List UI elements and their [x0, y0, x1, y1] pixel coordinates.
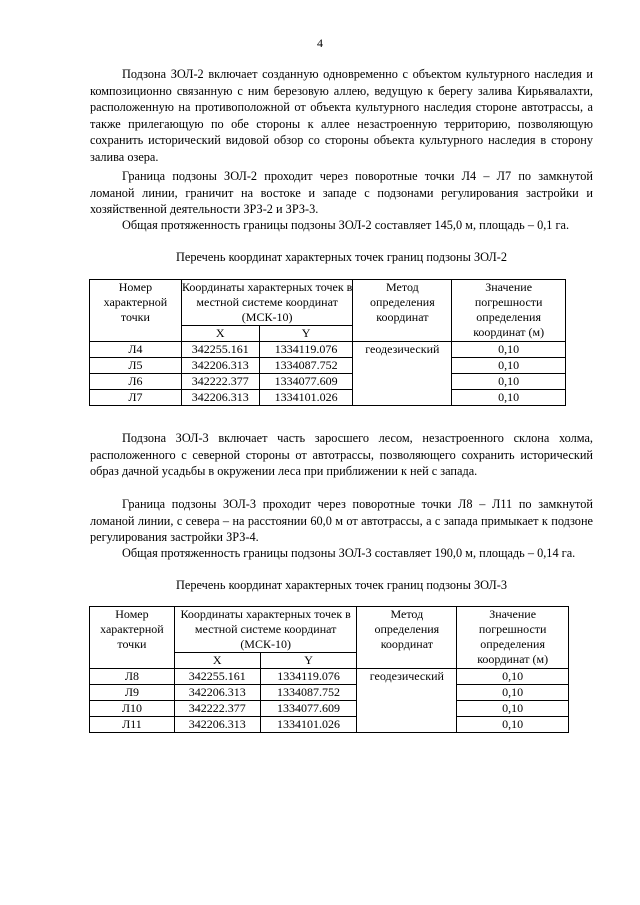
cell-x: 342206.313 [174, 717, 260, 733]
cell-method: геодезический [357, 669, 457, 733]
header-x: X [174, 653, 260, 669]
zone3-boundary: Граница подзоны ЗОЛ-3 проходит через поворотные точки Л8 – Л11 по замкнутой ломаной линии, с севера – на расстоянии 60,0 м от автотрассы, а с запада примыкает к подзоне регулирования застройки ЗРЗ-4. [90, 497, 593, 544]
cell-y: 1334101.026 [259, 390, 353, 406]
zone2-description: Подзона ЗОЛ-2 включает созданную одновременно с объектом культурного наследия и композиционно связанную с ним березовую аллею, ведущую к берегу залива Кирьявалахти, расположенную на противоположной от объекта культурного наследия стороне автотрассы, а также прилегающую по обе стороны к аллее незастроенную территорию, позволяющую сохранить исторический видовой обзор со стороны объекта культурного наследия в сторону залива озера. [90, 67, 593, 164]
cell-error: 0,10 [457, 685, 569, 701]
cell-point: Л10 [90, 701, 175, 717]
cell-point: Л6 [90, 374, 182, 390]
header-coordinates: Координаты характерных точек в местной системе координат (МСК-10) [181, 280, 353, 324]
cell-x: 342206.313 [181, 358, 259, 374]
zone3-length-area: Общая протяженность границы подзоны ЗОЛ-3 составляет 190,0 м, площадь – 0,14 га. [122, 546, 576, 560]
header-method: Метод определения координат [353, 280, 452, 342]
cell-x: 342206.313 [181, 390, 259, 406]
cell-x: 342222.377 [174, 701, 260, 717]
cell-point: Л4 [90, 342, 182, 358]
header-method: Метод определения координат [357, 607, 457, 669]
cell-error: 0,10 [452, 342, 566, 358]
cell-error: 0,10 [457, 701, 569, 717]
cell-method: геодезический [353, 342, 452, 406]
cell-x: 342255.161 [181, 342, 259, 358]
header-y: Y [260, 653, 357, 669]
header-error: Значение погрешности определения координат (м) [452, 280, 566, 342]
cell-error: 0,10 [452, 390, 566, 406]
cell-point: Л9 [90, 685, 175, 701]
zone2-coordinates-table [89, 279, 566, 406]
cell-point: Л7 [90, 390, 182, 406]
cell-x: 342255.161 [174, 669, 260, 685]
cell-point: Л8 [90, 669, 175, 685]
header-point-number: Номер характерной точки [90, 607, 175, 669]
cell-y: 1334077.609 [259, 374, 353, 390]
cell-y: 1334077.609 [260, 701, 357, 717]
cell-error: 0,10 [452, 374, 566, 390]
zone2-length-area: Общая протяженность границы подзоны ЗОЛ-2 составляет 145,0 м, площадь – 0,1 га. [122, 218, 570, 232]
cell-y: 1334101.026 [260, 717, 357, 733]
table-row [90, 342, 566, 358]
table-row [90, 374, 566, 390]
header-x: X [181, 326, 259, 342]
table-row [90, 685, 569, 701]
zone2-boundary: Граница подзоны ЗОЛ-2 проходит через поворотные точки Л4 – Л7 по замкнутой ломаной линии, граничит на востоке и западе с подзонами регулирования застройки и хозяйственной деятельности ЗРЗ-2 и ЗРЗ-3. [90, 169, 593, 216]
header-error: Значение погрешности определения координат (м) [457, 607, 569, 669]
table-header-row [90, 280, 566, 326]
cell-point: Л5 [90, 358, 182, 374]
header-y: Y [259, 326, 353, 342]
cell-point: Л11 [90, 717, 175, 733]
cell-y: 1334119.076 [260, 669, 357, 685]
cell-x: 342206.313 [174, 685, 260, 701]
zone2-table-caption: Перечень координат характерных точек границ подзоны ЗОЛ-2 [176, 250, 507, 264]
table-row [90, 358, 566, 374]
table-row [90, 390, 566, 406]
table-row [90, 701, 569, 717]
header-coordinates: Координаты характерных точек в местной системе координат (МСК-10) [174, 607, 357, 653]
table-row [90, 717, 569, 733]
zone3-description: Подзона ЗОЛ-3 включает часть заросшего лесом, незастроенного склона холма, расположенного с северной стороны от автотрассы, позволяющего сохранить исторический образ дачной усадьбы в окружении леса при приближении к ней с запада. [90, 431, 593, 478]
cell-y: 1334087.752 [259, 358, 353, 374]
cell-error: 0,10 [457, 669, 569, 685]
header-point-number: Номер характерной точки [90, 280, 182, 342]
zone3-table-caption: Перечень координат характерных точек границ подзоны ЗОЛ-3 [176, 578, 507, 592]
cell-y: 1334087.752 [260, 685, 357, 701]
cell-x: 342222.377 [181, 374, 259, 390]
table-row [90, 669, 569, 685]
cell-error: 0,10 [452, 358, 566, 374]
table-header-row [90, 607, 569, 653]
cell-error: 0,10 [457, 717, 569, 733]
cell-y: 1334119.076 [259, 342, 353, 358]
zone3-coordinates-table [89, 606, 569, 733]
page-number: 4 [317, 36, 323, 50]
